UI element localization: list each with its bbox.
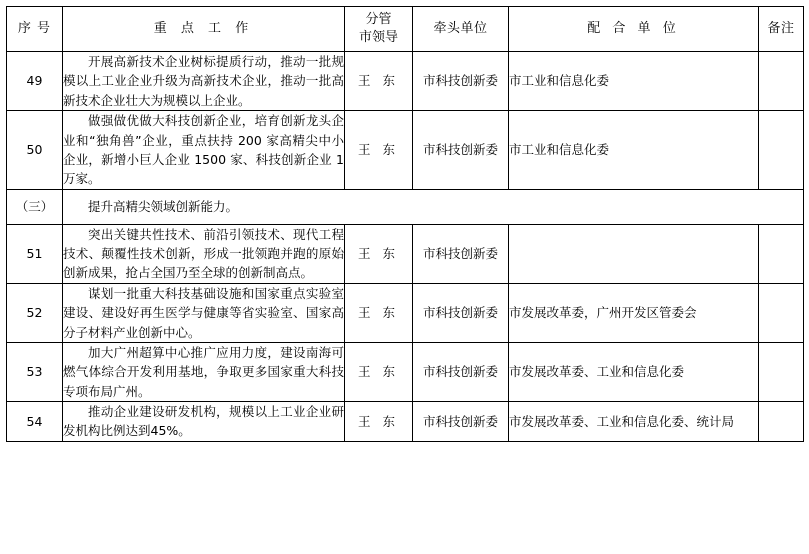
row-coop-unit: 市发展改革委、工业和信息化委、统计局 [509, 402, 759, 442]
header-label-lead-unit: 牵头单位 [433, 20, 488, 36]
table-row [7, 342, 804, 401]
row-coop-unit: 市发展改革委，广州开发区管委会 [509, 283, 759, 342]
row-leader: 王 东 [345, 342, 413, 401]
row-leader: 王 东 [345, 224, 413, 283]
table-row [7, 111, 804, 190]
row-seq: 49 [7, 52, 63, 111]
row-work: 开展高新技术企业树标提质行动，推动一批规模以上工业企业升级为高新技术企业，推动一批高新技术企业壮大为规模以上企业。 [63, 52, 345, 111]
table-row [7, 224, 804, 283]
table-header-row [7, 7, 804, 52]
header-label-seq: 序 号 [17, 20, 52, 36]
row-work: 加大广州超算中心推广应用力度，建设南海可燃气体综合开发利用基地，争取更多国家重大科技专项布局广州。 [63, 342, 345, 401]
row-leader: 王 东 [345, 402, 413, 442]
row-seq: 50 [7, 111, 63, 190]
row-seq: 52 [7, 283, 63, 342]
header-label-work: 重 点 工 作 [153, 20, 254, 36]
header-cell-lead-unit [413, 7, 509, 52]
row-coop-unit: 市发展改革委、工业和信息化委 [509, 342, 759, 401]
header-cell-remark [759, 7, 804, 52]
header-label-coop-unit: 配 合 单 位 [587, 20, 680, 36]
header-cell-seq [7, 7, 63, 52]
row-remark [759, 402, 804, 442]
row-lead-unit: 市科技创新委 [413, 283, 509, 342]
row-work: 推动企业建设研发机构，规模以上工业企业研发机构比例达到45%。 [63, 402, 345, 442]
header-cell-coop-unit [509, 7, 759, 52]
table-row [7, 283, 804, 342]
row-lead-unit: 市科技创新委 [413, 52, 509, 111]
row-work: 做强做优做大科技创新企业，培育创新龙头企业和“独角兽”企业，重点扶持 200 家高精尖中小企业，新增小巨人企业 1500 家、科技创新企业 1 万家。 [63, 111, 345, 190]
section-label: （三） [7, 189, 63, 224]
row-seq: 54 [7, 402, 63, 442]
key-work-table [6, 6, 804, 442]
row-seq: 51 [7, 224, 63, 283]
row-lead-unit: 市科技创新委 [413, 342, 509, 401]
row-leader: 王 东 [345, 111, 413, 190]
row-remark [759, 111, 804, 190]
table-row [7, 52, 804, 111]
header-cell-work [63, 7, 345, 52]
section-text: 提升高精尖领域创新能力。 [63, 189, 804, 224]
row-coop-unit [509, 224, 759, 283]
row-lead-unit: 市科技创新委 [413, 224, 509, 283]
table-section-row [7, 189, 804, 224]
row-lead-unit: 市科技创新委 [413, 402, 509, 442]
row-remark [759, 224, 804, 283]
table-row [7, 402, 804, 442]
row-work: 突出关键共性技术、前沿引领技术、现代工程技术、颠覆性技术创新，形成一批领跑并跑的原始创新成果，抢占全国乃至全球的创新制高点。 [63, 224, 345, 283]
row-leader: 王 东 [345, 283, 413, 342]
row-work: 谋划一批重大科技基础设施和国家重点实验室建设、建设好再生医学与健康等省实验室、国家高分子材料产业创新中心。 [63, 283, 345, 342]
row-remark [759, 283, 804, 342]
row-lead-unit: 市科技创新委 [413, 111, 509, 190]
header-label-remark: 备注 [767, 20, 795, 36]
row-coop-unit: 市工业和信息化委 [509, 52, 759, 111]
row-seq: 53 [7, 342, 63, 401]
row-remark [759, 342, 804, 401]
header-label-leader-line2: 市领导 [358, 30, 398, 45]
header-cell-leader [345, 7, 413, 52]
header-label-leader-line1: 分管 [365, 12, 392, 28]
row-remark [759, 52, 804, 111]
row-coop-unit: 市工业和信息化委 [509, 111, 759, 190]
row-leader: 王 东 [345, 52, 413, 111]
